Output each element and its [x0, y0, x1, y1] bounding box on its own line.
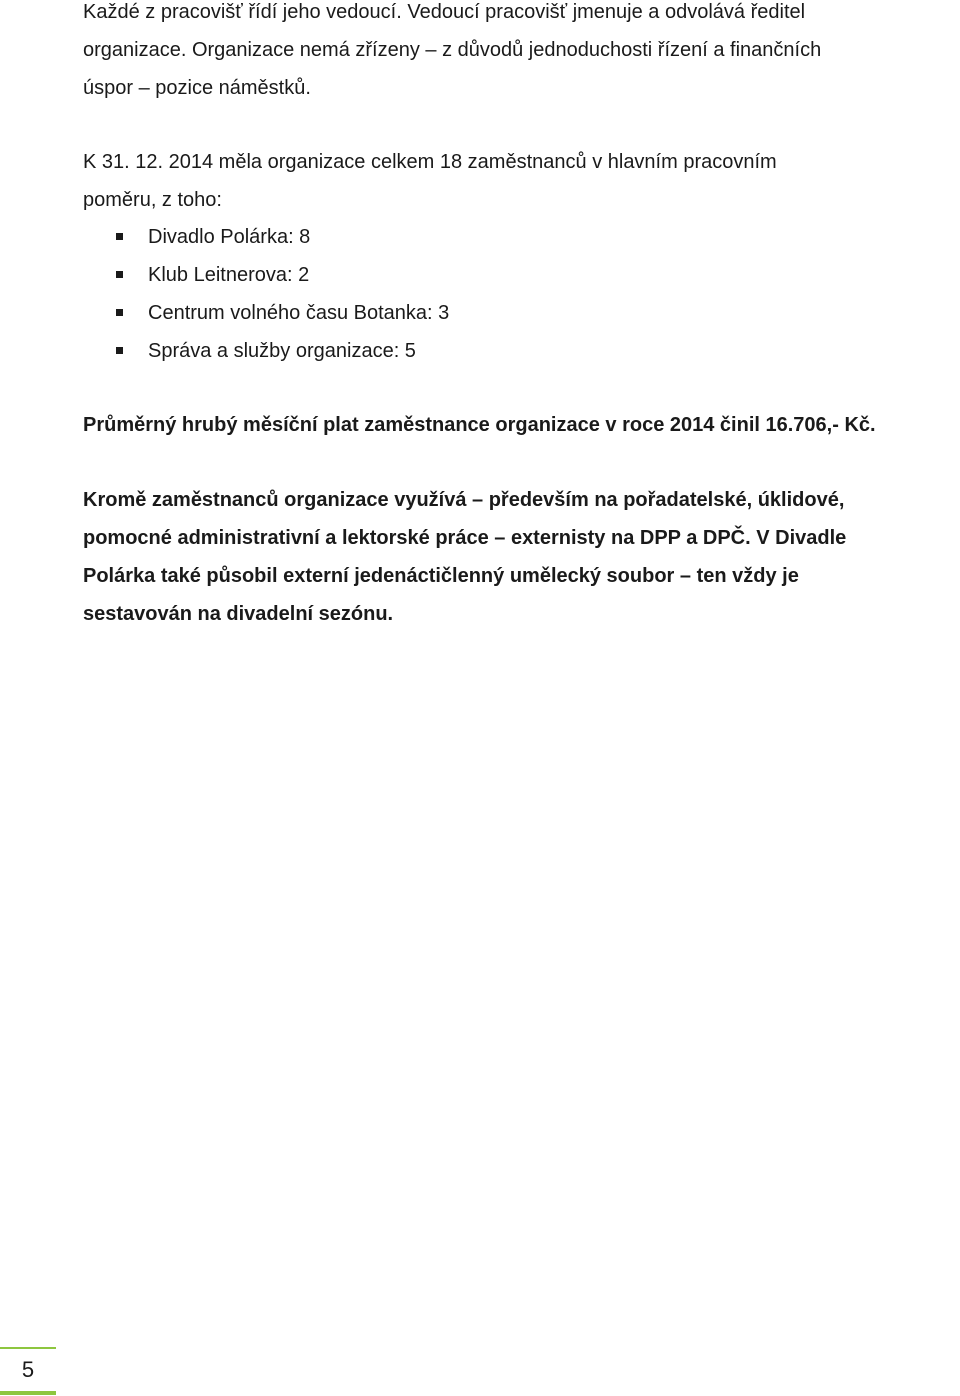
bullet-square-icon: [116, 309, 123, 316]
intro-paragraph: [83, 0, 821, 107]
list-item-label: Divadlo Polárka: 8: [148, 226, 311, 248]
footer-rule-top: [0, 1347, 56, 1349]
list-item: [83, 256, 449, 294]
employee-list: [83, 218, 449, 370]
average-salary-paragraph: Průměrný hrubý měsíční plat zaměstnance organizace v roce 2014 činil 16.706,- Kč.: [83, 414, 876, 436]
bullet-square-icon: [116, 271, 123, 278]
list-item-label: Správa a služby organizace: 5: [148, 340, 416, 362]
employee-count-line: poměru, z toho:: [83, 189, 222, 211]
external-staff-line: Kromě zaměstnanců organizace využívá – především na pořadatelské, úklidové,: [83, 489, 845, 511]
intro-line: Každé z pracovišť řídí jeho vedoucí. Vedoucí pracovišť jmenuje a odvolává ředitel: [83, 1, 806, 23]
employee-count-paragraph: [83, 143, 777, 219]
external-staff-line: pomocné administrativní a lektorské práce – externisty na DPP a DPČ. V Divadle: [83, 527, 847, 549]
list-item-label: Centrum volného času Botanka: 3: [148, 302, 450, 324]
list-item-label: Klub Leitnerova: 2: [148, 264, 310, 286]
footer-rule-bottom: [0, 1391, 56, 1395]
intro-line: organizace. Organizace nemá zřízeny – z důvodů jednoduchosti řízení a finančních: [83, 39, 822, 61]
list-item: [83, 332, 449, 370]
list-item: [83, 294, 449, 332]
external-staff-line: sestavován na divadelní sezónu.: [83, 603, 394, 625]
bullet-square-icon: [116, 347, 123, 354]
external-staff-line: Polárka také působil externí jedenáctičlenný umělecký soubor – ten vždy je: [83, 565, 799, 587]
list-item: [83, 218, 449, 256]
intro-line: úspor – pozice náměstků.: [83, 77, 311, 99]
bullet-square-icon: [116, 233, 123, 240]
page-number: 5: [21, 1357, 35, 1382]
external-staff-paragraph: [83, 481, 846, 633]
page-number-footer: [0, 1347, 56, 1395]
employee-count-line: K 31. 12. 2014 měla organizace celkem 18 zaměstnanců v hlavním pracovním: [83, 151, 777, 173]
